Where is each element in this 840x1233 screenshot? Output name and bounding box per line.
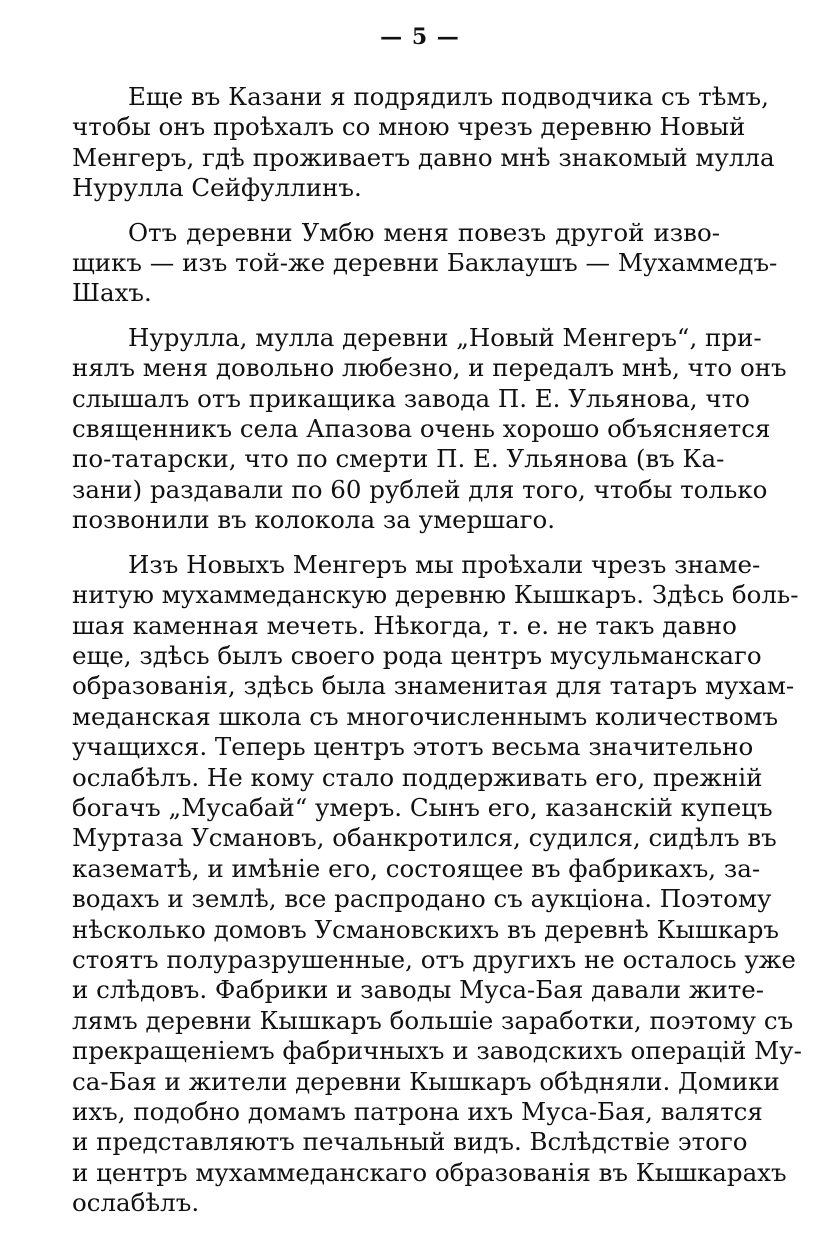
- text-line: чтобы онъ проѣхалъ со мною чрезъ деревню Новый: [72, 112, 746, 142]
- paragraph-4: [72, 549, 802, 1219]
- text-line: учащихся. Теперь центръ этотъ весьма значительно: [72, 732, 754, 762]
- text-line: шая каменная мечеть. Нѣкогда, т. е. не такъ давно: [72, 610, 737, 640]
- text-line: казематѣ, и имѣніе его, состоящее въ фабрикахъ, за-: [72, 853, 761, 883]
- text-line: Нурулла, мулла деревни „Новый Менгеръ“, при-: [128, 322, 762, 352]
- text-line: меданская школа съ многочисленнымъ количествомъ: [72, 701, 779, 731]
- text-line: богачъ „Мусабай“ умеръ. Сынъ его, казанскій купецъ: [72, 792, 773, 822]
- text-line: Изъ Новыхъ Менгеръ мы проѣхали чрезъ знаме-: [128, 549, 761, 579]
- text-line: Менгеръ, гдѣ проживаетъ давно мнѣ знакомый мулла: [72, 142, 775, 172]
- text-line: ослабѣлъ.: [72, 1188, 200, 1218]
- body-text: [72, 82, 802, 1233]
- text-line: водахъ и землѣ, все распродано съ аукціона. Поэтому: [72, 884, 772, 914]
- text-line: стоятъ полуразрушенные, отъ другихъ не осталось уже: [72, 944, 796, 974]
- text-line: образованія, здѣсь была знаменитая для татаръ мухам-: [72, 671, 795, 701]
- text-line: зани) раздавали по 60 рублей для того, чтобы только: [72, 474, 768, 504]
- text-line: и центръ мухаммеданскаго образованія въ Кышкарахъ: [72, 1157, 787, 1187]
- text-line: Шахъ.: [72, 278, 152, 308]
- text-line: слышалъ отъ прикащика завода П. Е. Ульянова, что: [72, 383, 750, 413]
- page-number: — 5 —: [380, 24, 460, 50]
- text-line: священникъ села Апазова очень хорошо объясняется: [72, 414, 771, 444]
- paragraph-1: [72, 82, 775, 204]
- text-line: Муртаза Усмановъ, обанкротился, судился, сидѣлъ въ: [72, 823, 777, 853]
- text-line: нѣсколько домовъ Усмановскихъ въ деревнѣ Кышкаръ: [72, 914, 780, 944]
- text-line: Еще въ Казани я подрядилъ подводчика съ тѣмъ,: [128, 82, 769, 111]
- text-line: по-татарски, что по смерти П. Е. Ульянова (въ Ка-: [72, 444, 725, 474]
- text-line: ихъ, подобно домамъ патрона ихъ Муса-Бая, валятся: [72, 1097, 763, 1126]
- text-line: Отъ деревни Умбю меня повезъ другой изво-: [128, 217, 720, 247]
- text-line: и слѣдовъ. Фабрики и заводы Муса-Бая давали жите-: [72, 975, 765, 1005]
- paragraph-2: [72, 217, 778, 309]
- text-line: нялъ меня довольно любезно, и передалъ мнѣ, что онъ: [72, 353, 787, 383]
- text-line: ослабѣлъ. Не кому стало поддерживать его, прежній: [72, 762, 763, 792]
- text-line: еще, здѣсь былъ своего рода центръ мусульманскаго: [72, 640, 762, 670]
- text-line: и представляютъ печальный видъ. Вслѣдствіе этого: [72, 1127, 748, 1157]
- text-line: Нурулла Сейфуллинъ.: [72, 173, 362, 203]
- text-line: щикъ — изъ той-же деревни Баклаушъ — Мухаммедъ-: [72, 248, 778, 278]
- text-line: нитую мухаммеданскую деревню Кышкаръ. Здѣсь боль-: [72, 580, 799, 610]
- text-line: прекращеніемъ фабричныхъ и заводскихъ операцій Му-: [72, 1036, 802, 1066]
- text-line: позвонили въ колокола за умершаго.: [72, 505, 556, 535]
- text-line: лямъ деревни Кышкаръ большіе заработки, поэтому съ: [72, 1005, 794, 1035]
- paragraph-3: [72, 322, 787, 536]
- text-line: са-Бая и жители деревни Кышкаръ обѣдняли. Домики: [72, 1066, 780, 1096]
